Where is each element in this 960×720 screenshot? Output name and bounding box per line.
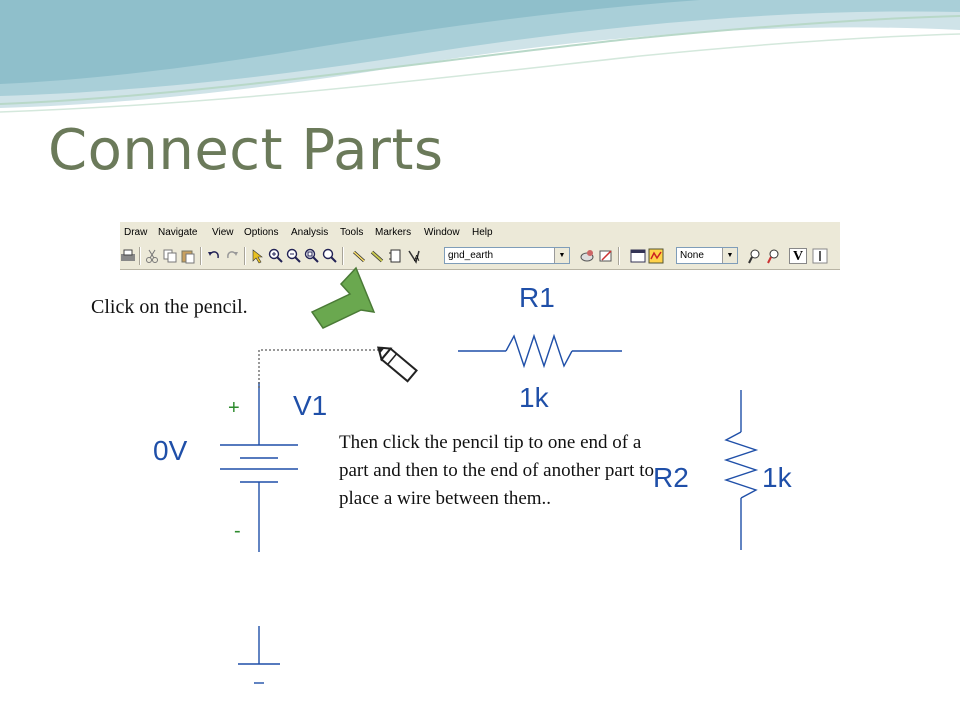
print-icon[interactable] (120, 248, 136, 264)
menu-analysis[interactable]: Analysis (291, 227, 329, 238)
v1-value-label: 0V (153, 435, 188, 466)
menu-help[interactable]: Help (472, 227, 493, 238)
edit-part-icon[interactable] (598, 248, 614, 264)
menu-view[interactable]: View (212, 227, 234, 238)
r1-name-label: R1 (519, 282, 555, 313)
menu-bar (120, 222, 840, 244)
toolbar-separator (618, 247, 620, 265)
chevron-down-icon[interactable]: ▼ (722, 248, 737, 263)
svg-text:A: A (414, 254, 420, 263)
menu-tools[interactable]: Tools (340, 227, 364, 238)
resistor-r1[interactable] (458, 336, 622, 366)
wire-in-progress (259, 350, 382, 388)
zoom-fit-icon[interactable] (322, 248, 338, 264)
zoom-in-icon[interactable] (268, 248, 284, 264)
r1-value-label: 1k (519, 382, 549, 413)
r2-value-label: 1k (762, 462, 792, 493)
v1-minus-label: - (234, 520, 241, 542)
setup-icon[interactable] (630, 248, 646, 264)
redo-icon[interactable] (224, 248, 240, 264)
undo-icon[interactable] (206, 248, 222, 264)
slide-title: Connect Parts (48, 118, 444, 183)
menu-navigate[interactable]: Navigate (158, 227, 198, 238)
probe-icon[interactable] (748, 248, 764, 264)
menu-markers[interactable]: Markers (375, 227, 412, 238)
paste-icon[interactable] (180, 248, 196, 264)
voltage-marker-button[interactable]: V (789, 248, 807, 264)
pencil-cursor-icon (374, 342, 417, 381)
v1-plus-label: + (228, 397, 240, 419)
pointer-icon[interactable] (250, 248, 266, 264)
get-part-icon[interactable] (580, 248, 596, 264)
simulate-icon[interactable] (648, 248, 664, 264)
ground-combo-value: gnd_earth (448, 250, 494, 261)
toolbar-separator (244, 247, 246, 265)
toolbar-separator (200, 247, 202, 265)
resistor-r2[interactable] (726, 390, 756, 550)
none-combo-value: None (680, 250, 704, 261)
toolbar-separator (342, 247, 344, 265)
zoom-area-icon[interactable] (304, 248, 320, 264)
menu-options[interactable]: Options (244, 227, 279, 238)
toolbar-separator (139, 247, 141, 265)
menu-window[interactable]: Window (424, 227, 460, 238)
v1-name-label: V1 (293, 390, 328, 421)
ground-symbol-combo[interactable] (444, 247, 570, 264)
ground-symbol[interactable] (238, 626, 280, 683)
text-icon[interactable] (406, 248, 422, 264)
toolbar (120, 243, 840, 270)
r2-name-label: R2 (653, 462, 689, 493)
marker-combo[interactable] (676, 247, 738, 264)
block-icon[interactable] (388, 248, 404, 264)
menu-draw[interactable]: Draw (124, 227, 148, 238)
probe-list-icon[interactable] (766, 248, 782, 264)
header-swoosh (0, 0, 960, 130)
zoom-out-icon[interactable] (286, 248, 302, 264)
copy-icon[interactable] (162, 248, 178, 264)
click-pencil-note: Click on the pencil. (91, 296, 248, 318)
current-marker-icon[interactable] (812, 248, 828, 264)
cut-icon[interactable] (144, 248, 160, 264)
pencil-icon[interactable] (352, 248, 368, 264)
bus-pencil-icon[interactable] (370, 248, 386, 264)
instruction-note: Then click the pencil tip to one end of a part and then to the end of another part to place a wire between them.. (339, 432, 654, 509)
chevron-down-icon[interactable]: ▼ (554, 248, 569, 263)
